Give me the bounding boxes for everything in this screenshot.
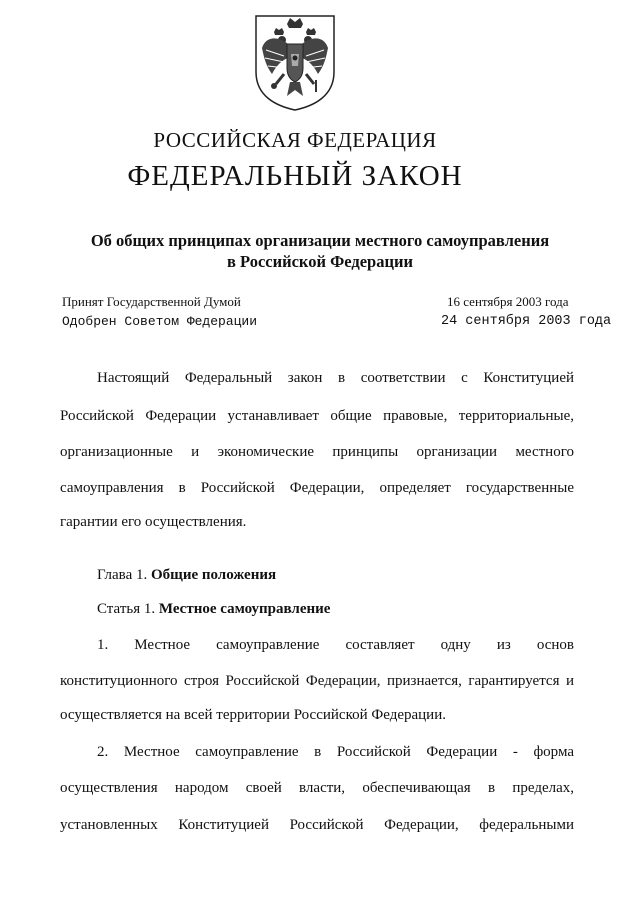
- approved-date: 24 сентября 2003 года: [441, 314, 612, 329]
- article-name: Местное самоуправление: [158, 601, 331, 617]
- clause-1-line: 1. Местное самоуправление составляет одну из основ: [97, 637, 574, 653]
- preamble-line: самоуправления в Российской Федерации, определяет государственные: [60, 480, 574, 496]
- preamble-line: Настоящий Федеральный закон в соответствии с Конституцией: [97, 370, 574, 386]
- law-title-line: Об общих принципах организации местного самоуправления: [90, 231, 550, 250]
- chapter-prefix: Глава 1.: [97, 567, 148, 583]
- preamble-line: гарантии его осуществления.: [60, 514, 247, 530]
- russian-coat-of-arms-icon: [254, 14, 336, 112]
- chapter-name: Общие положения: [150, 567, 277, 583]
- clause-1-line: конституционного строя Российской Федерации, признается, гарантируется и: [60, 673, 574, 689]
- clause-2-line: 2. Местное самоуправление в Российской Федерации - форма: [97, 744, 574, 760]
- law-title: [0, 230, 640, 272]
- chapter-heading: [97, 567, 611, 584]
- country-heading: РОССИЙСКАЯ ФЕДЕРАЦИЯ: [153, 128, 437, 152]
- preamble-line: организационные и экономические принципы организации местного: [60, 444, 574, 460]
- clause-2-line: осуществления народом своей власти, обеспечивающая в пределах,: [60, 780, 574, 796]
- preamble-line: Российской Федерации устанавливает общие правовые, территориальные,: [60, 408, 574, 424]
- article-prefix: Статья 1.: [97, 601, 156, 617]
- article-heading: [97, 601, 611, 618]
- adopted-date: 16 сентября 2003 года: [447, 294, 569, 309]
- document-type-heading: ФЕДЕРАЛЬНЫЙ ЗАКОН: [127, 160, 463, 192]
- law-title-line: в Российской Федерации: [226, 252, 413, 271]
- approved-label: Одобрен Советом Федерации: [62, 314, 258, 329]
- clause-2-line: установленных Конституцией Российской Федерации, федеральными: [60, 817, 574, 833]
- clause-1-line: осуществляется на всей территории Российской Федерации.: [60, 707, 446, 723]
- adopted-label: Принят Государственной Думой: [62, 294, 241, 309]
